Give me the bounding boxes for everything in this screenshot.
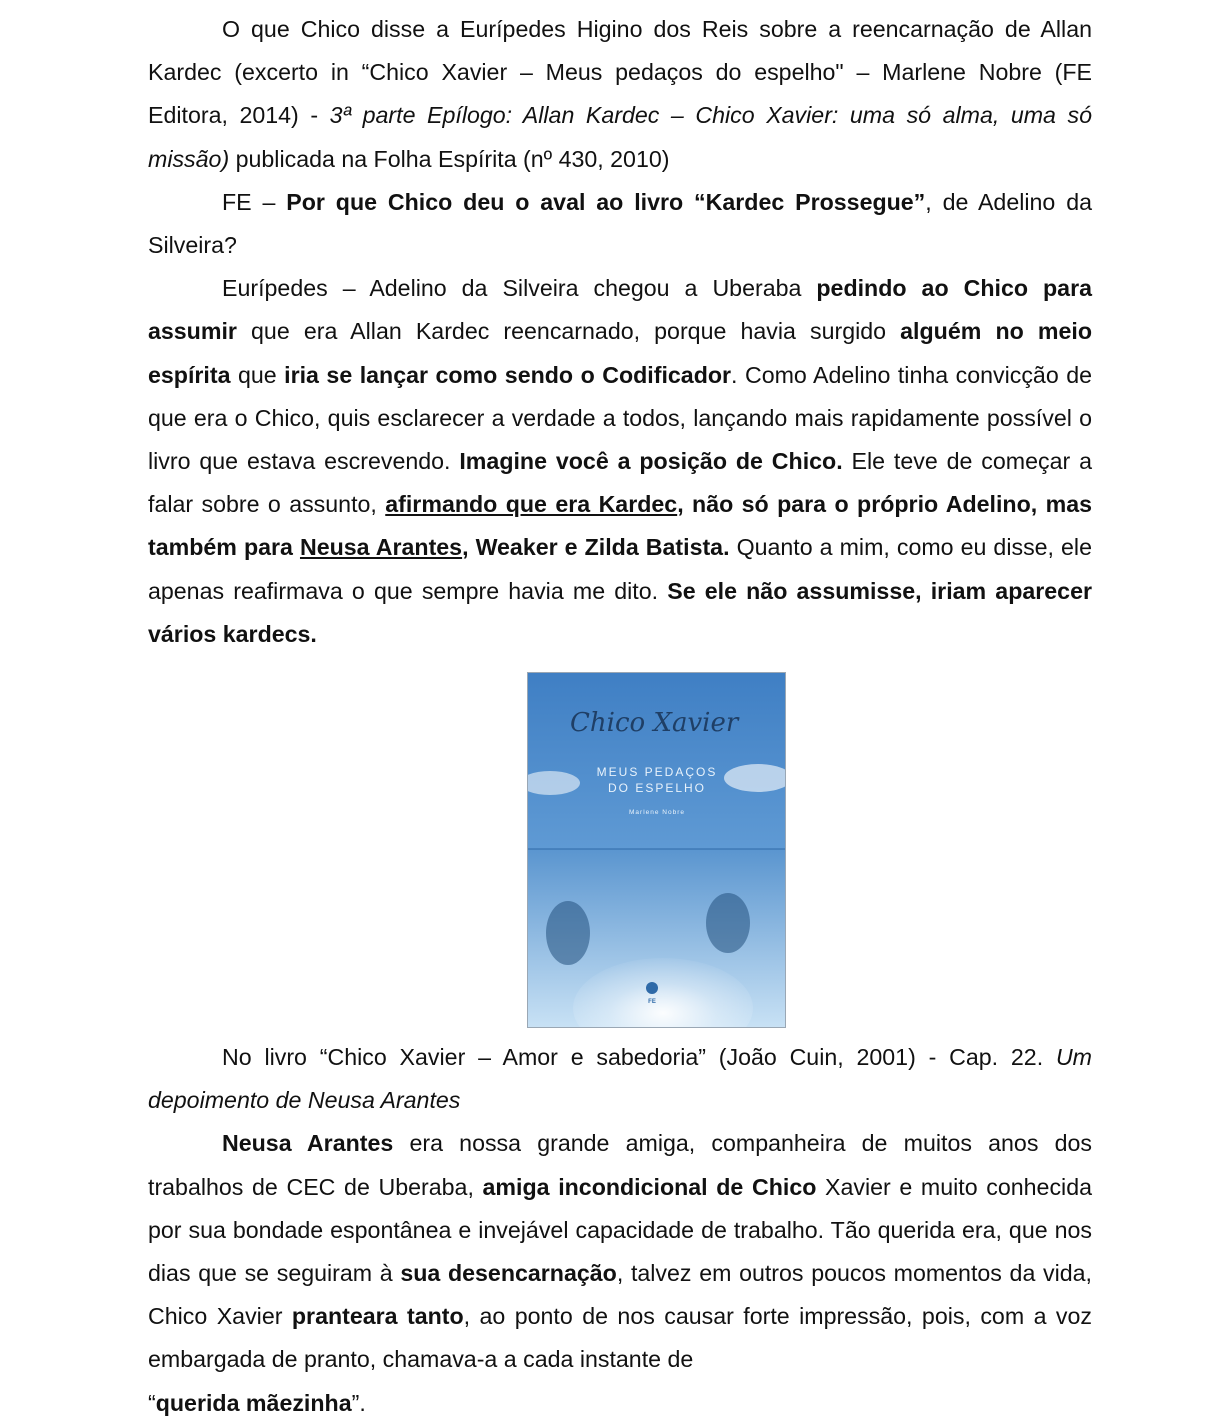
answer-bold-1: pedindo ao Chico para assumir (148, 275, 1092, 345)
intro-paragraph (148, 8, 1092, 181)
answer-bold-3: iria se lançar como sendo o Codificador (284, 361, 732, 388)
answer-bold-5: , não só para o próprio Adelino, mas também para (148, 491, 1092, 561)
neusa-close-quote: ”. (351, 1389, 366, 1416)
neusa-bold-2: amiga incondicional de Chico (482, 1173, 817, 1200)
neusa-open-quote: “ (148, 1389, 156, 1416)
book-cover-image (527, 672, 786, 1028)
question-suffix: , de Adelino da Silveira? (148, 188, 1092, 259)
answer-text-4: . Como Adelino tinha convicção de que era o Chico, quis esclarecer a verdade a todos, lançando mais rapidamente possível o livro que estava escrevendo. (148, 361, 1092, 475)
answer-bold-6: , Weaker e Zilda Batista. (462, 534, 730, 561)
answer-text-5: Ele teve de começar a falar sobre o assunto, (148, 448, 1092, 518)
neusa-text-3: , talvez em outros poucos momentos da vida, Chico Xavier (148, 1260, 1093, 1330)
intro-text: O que Chico disse a Eurípedes Higino dos Reis sobre a reencarnação de Allan Kardec (excerto in “Chico Xavier – Meus pedaços do espelho" – Marlene Nobre (FE Editora, 2014) - (148, 16, 1092, 129)
neusa-paragraph (148, 1122, 1092, 1424)
answer-text-6: Quanto a mim, como eu disse, ele apenas reafirmava o que sempre havia me dito. (148, 534, 1092, 604)
answer-bold-4: Imagine você a posição de Chico. (459, 448, 843, 475)
neusa-bold-4: pranteara tanto (291, 1303, 464, 1330)
source-text: No livro “Chico Xavier – Amor e sabedoria” (João Cuin, 2001) - Cap. 22. (222, 1044, 1056, 1071)
cover-author: Marlene Nobre (629, 809, 685, 817)
intro-text-end: publicada na Folha Espírita (nº 430, 2010) (229, 145, 670, 172)
answer-underlined-2: Neusa Arantes (299, 534, 463, 561)
answer-underlined-1: afirmando que era Kardec (385, 491, 678, 518)
answer-text-1: Eurípedes – Adelino da Silveira chegou a Uberaba (222, 275, 817, 302)
publisher-logo-icon (646, 982, 658, 994)
neusa-bold-5: querida mãezinha (155, 1389, 352, 1416)
intro-italic-reference: 3ª parte Epílogo: Allan Kardec – Chico Xavier: uma só alma, uma só missão) (148, 102, 1092, 172)
neusa-text-1: era nossa grande amiga, companheira de muitos anos dos trabalhos de CEC de Uberaba, (148, 1130, 1092, 1200)
neusa-bold-3: sua desencarnação (400, 1260, 617, 1287)
answer-text-3: que (230, 361, 285, 388)
source-paragraph (148, 1036, 1092, 1122)
answer-bold-7: Se ele não assumisse, iriam aparecer vários kardecs. (148, 577, 1092, 647)
answer-text-2: que era Allan Kardec reencarnado, porque havia surgido (236, 318, 901, 345)
cover-title-line-1: MEUS PEDAÇOS (596, 765, 718, 780)
cover-signature: Chico Xavier (570, 708, 739, 739)
question-prefix: FE – (222, 188, 287, 215)
neusa-bold-1: Neusa Arantes (222, 1130, 394, 1157)
question-paragraph (148, 181, 1092, 267)
answer-paragraph (148, 267, 1092, 656)
answer-bold-2: alguém no meio espírita (148, 318, 1092, 388)
book-cover-figure (148, 656, 1092, 1036)
document-page (148, 0, 1092, 1425)
neusa-text-2: Xavier e muito conhecida por sua bondade espontânea e invejável capacidade de trabalho. Tão querida era, que nos dias que se seguiram à (148, 1173, 1092, 1287)
neusa-text-4: , ao ponto de nos causar forte impressão, pois, com a voz embargada de pranto, chamava-a a cada instante de (148, 1303, 1092, 1373)
cover-publisher-mark: FE (648, 999, 656, 1006)
source-italic: Um depoimento de Neusa Arantes (148, 1044, 1092, 1114)
question-bold: Por que Chico deu o aval ao livro “Kardec Prossegue” (286, 188, 926, 215)
cover-title-line-2: DO ESPELHO (607, 781, 707, 796)
